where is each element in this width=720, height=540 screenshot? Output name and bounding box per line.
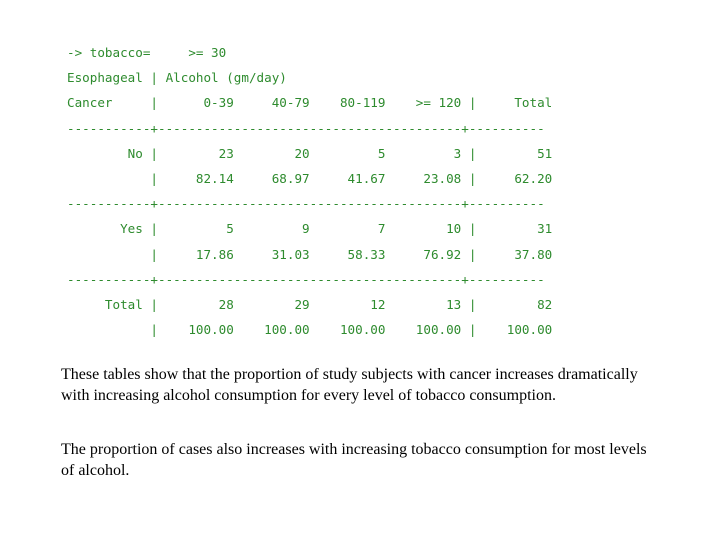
output-line-yes-percents: | 17.86 31.03 58.33 76.92 | 37.80 [67, 246, 553, 262]
output-line-no-percents: | 82.14 68.97 41.67 23.08 | 62.20 [67, 170, 553, 186]
output-line-yes-counts: Yes | 5 9 7 10 | 31 [67, 221, 553, 237]
summary-paragraph-alcohol: These tables show that the proportion of study subjects with cancer increases dramatically with increasing alcohol consumption for every level of tobacco consumption. [61, 366, 638, 404]
output-line-separator: -----------+----------------------------------------+---------- [67, 120, 545, 136]
output-line-total-counts: Total | 28 29 12 13 | 82 [67, 296, 553, 312]
output-line-header-variables: Esophageal | Alcohol (gm/day) [67, 70, 287, 86]
output-line-filter: -> tobacco= >= 30 [67, 45, 227, 60]
output-line-separator: -----------+----------------------------------------+---------- [67, 271, 545, 287]
stata-tabulate-output [67, 40, 552, 342]
output-line-header-categories: Cancer | 0-39 40-79 80-119 >= 120 | Total [67, 95, 553, 111]
output-line-total-percents: | 100.00 100.00 100.00 100.00 | 100.00 [67, 322, 553, 338]
output-line-separator: -----------+----------------------------------------+---------- [67, 196, 545, 212]
output-line-no-counts: No | 23 20 5 3 | 51 [67, 145, 553, 161]
summary-paragraph-tobacco: The proportion of cases also increases with increasing tobacco consumption for most levels of alcohol. [61, 441, 647, 479]
